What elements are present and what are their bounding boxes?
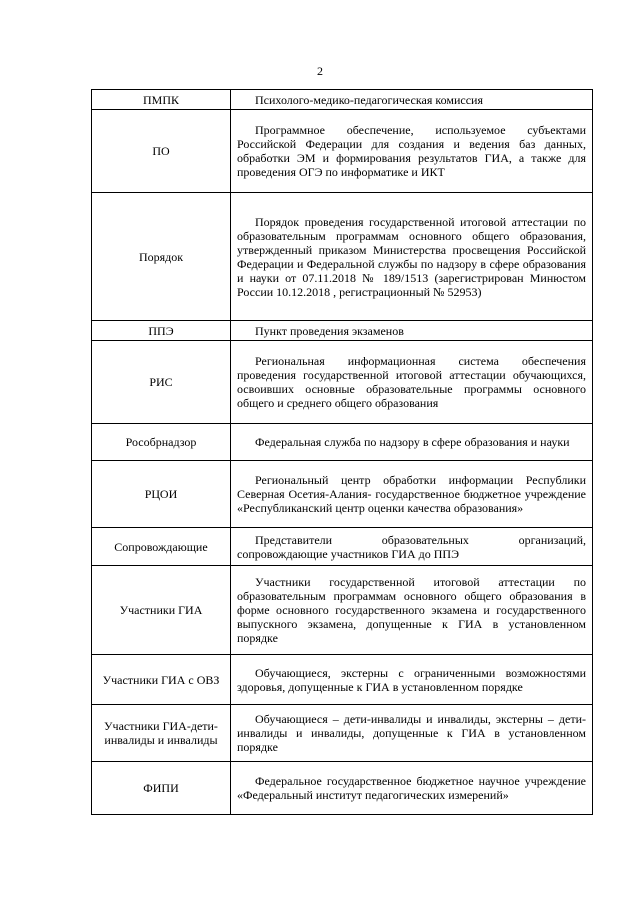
definition-cell [231,341,593,424]
term-cell: РИС [92,341,231,424]
definition-cell [231,528,593,566]
definition-cell [231,461,593,528]
table-row [92,705,593,762]
definition-cell [231,90,593,110]
definition-cell [231,424,593,461]
term-cell: РЦОИ [92,461,231,528]
definition-text: Федеральное государственное бюджетное научное учреждение «Федеральный институт педагогических измерений» [237,774,586,802]
table-row [92,655,593,705]
definition-text: Представители образовательных организаций, сопровождающие участников ГИА до ППЭ [237,532,586,561]
table-row [92,461,593,528]
term-cell: Сопровождающие [92,528,231,566]
table-row [92,193,593,321]
definition-cell [231,566,593,655]
definition-text: Порядок проведения государственной итоговой аттестации по образовательным программам основного общего образования, утвержденный приказом Министерства просвещения Российской Федерации и Федеральной службы по надзору в сфере образования и науки от 07.11.2018 № 189/1513 (зарегистрирован Минюстом России 10.12.2018 , регистрационный № 52953) [237,214,586,299]
definition-cell [231,705,593,762]
table-row [92,566,593,655]
definition-text: Программное обеспечение, используемое субъектами Российской Федерации для создания и ведения баз данных, обработки ЭМ и формирования результатов ГИА, а также для проведения ОГЭ по информатике и ИКТ [237,123,586,179]
definition-cell [231,193,593,321]
term-cell: ПМПК [92,90,231,110]
term-cell: Участники ГИА с ОВЗ [92,655,231,705]
table-row [92,110,593,193]
page-number: 2 [317,64,323,78]
definition-text: Психолого-медико-педагогическая комиссия [255,92,483,107]
term-cell: Участники ГИА [92,566,231,655]
table-row [92,90,593,110]
abbreviations-table [91,89,593,815]
table-row [92,528,593,566]
table-row [92,762,593,815]
definition-text: Региональная информационная система обеспечения проведения государственной итоговой аттестации обучающихся, освоивших основные образовательные программы основного общего и среднего общего образования [237,354,586,410]
definition-cell [231,762,593,815]
definition-cell [231,655,593,705]
definition-cell [231,321,593,341]
definition-text: Федеральная служба по надзору в сфере образования и науки [255,435,570,449]
definition-text: Обучающиеся – дети-инвалиды и инвалиды, экстерны – дети- инвалиды и инвалиды, допущенные к ГИА в установленном порядке [237,712,586,754]
definition-cell [231,110,593,193]
table-row [92,424,593,461]
term-cell: Порядок [92,193,231,321]
definition-text: Региональный центр обработки информации Республики Северная Осетия-Алания- государственное бюджетное учреждение «Республиканский центр оценки качества образования» [237,473,586,515]
term-cell: ППЭ [92,321,231,341]
table-row [92,321,593,341]
term-cell: Участники ГИА-дети-инвалиды и инвалиды [92,705,231,762]
term-cell: ФИПИ [92,762,231,815]
table-row [92,341,593,424]
definition-text: Обучающиеся, экстерны с ограниченными возможностями здоровья, допущенные к ГИА в установленном порядке [237,665,586,694]
definition-text: Пункт проведения экзаменов [255,323,404,338]
definition-text: Участники государственной итоговой аттестации по образовательным программам основного общего образования в форме основного государственного экзамена и государственного выпускного экзамена, допущенные к ГИА в установленном порядке [237,575,586,645]
term-cell: Рособрнадзор [92,424,231,461]
term-cell: ПО [92,110,231,193]
